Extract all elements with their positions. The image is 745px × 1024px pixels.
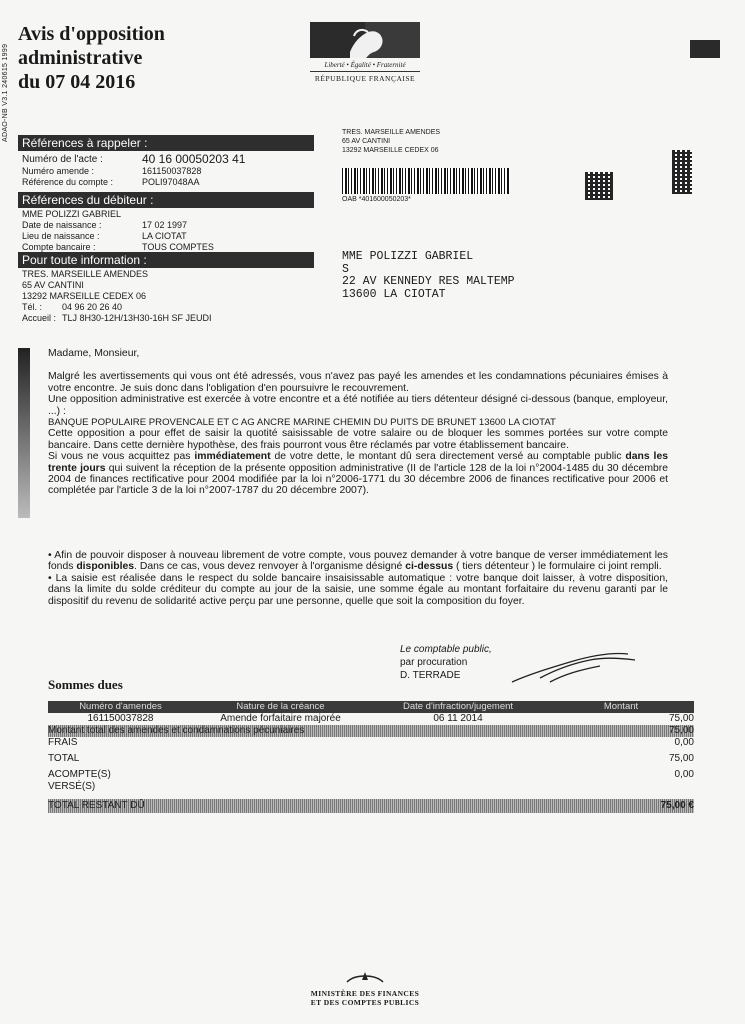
- naissance-label: Date de naissance :: [22, 220, 102, 230]
- row-numero: 161150037828: [87, 713, 154, 724]
- b1-part-e: ( tiers détenteur ) le formulaire ci joint rempli.: [453, 561, 662, 573]
- footer-line-1: MINISTÈRE DES FINANCES: [310, 989, 420, 998]
- frais-value: 0,00: [674, 737, 694, 748]
- document-title: [18, 22, 165, 94]
- total-amendes-row: [48, 725, 694, 737]
- col-montant: Montant: [603, 701, 639, 712]
- bank-line: BANQUE POPULAIRE PROVENCALE ET C AG ANCRE MARINE CHEMIN DU PUITS DE BRUNET 13600 LA CIOTAT: [48, 417, 556, 429]
- paragraph-1: Malgré les avertissements qui vous ont été adressés, vous n'avez pas payé les amendes et les condamnations pécuniaires émises à votre encontre. Je suis donc dans l'obligation d'en poursuivre le recouvrement.: [48, 371, 668, 394]
- total-row: [48, 753, 694, 765]
- handwritten-signature: [510, 648, 640, 688]
- table-header: [48, 701, 694, 713]
- signature-role: Le comptable public,: [400, 644, 492, 655]
- title-line-2: administrative: [18, 47, 143, 69]
- acte-value: 40 16 00050203 41: [142, 152, 246, 166]
- accueil-label: Accueil :: [22, 313, 57, 323]
- b1-part-c: . Dans ce cas, vous devez renvoyer à l'organisme désigné: [134, 561, 406, 573]
- postal-barcode: [342, 168, 510, 194]
- total-amendes-label: Montant total des amendes et condamnations pécuniaires: [48, 725, 305, 736]
- recipient-line-1: MME POLIZZI GABRIEL: [342, 250, 474, 263]
- debiteur-section: [18, 192, 314, 253]
- recipient-address: [342, 251, 515, 301]
- signature-name: D. TERRADE: [400, 670, 461, 681]
- acompte-label-1: ACOMPTE(S): [48, 769, 111, 780]
- sommes-title: Sommes dues: [48, 677, 123, 692]
- signature-proc: par procuration: [400, 657, 468, 668]
- recipient-line-3: 22 AV KENNEDY RES MALTEMP: [342, 275, 515, 288]
- col-nature: Nature de la créance: [236, 701, 325, 712]
- b1-ci-dessus: ci-dessus: [405, 561, 454, 573]
- margin-gradient-bar: [18, 348, 30, 518]
- compte-bancaire-label: Compte bancaire :: [22, 242, 96, 252]
- info-line-3: 13292 MARSEILLE CEDEX 06: [22, 291, 147, 301]
- sender-line-2: 65 AV CANTINI: [342, 138, 391, 145]
- row-montant: 75,00: [668, 713, 694, 724]
- lieu-value: LA CIOTAT: [142, 231, 187, 241]
- p4-trente-jours: dans les trente jours: [48, 451, 668, 474]
- compte-bancaire-value: TOUS COMPTES: [142, 242, 214, 252]
- title-line-1: Avis d'opposition: [18, 23, 165, 45]
- recipient-line-4: 13600 LA CIOTAT: [342, 287, 446, 301]
- b1-part-a: • Afin de pouvoir disposer à nouveau librement de votre compte, vous pouvez demander à votre banque de verser immédiatement les fonds: [48, 550, 668, 573]
- compte-ref-label: Référence du compte :: [22, 177, 114, 187]
- paragraph-2: Une opposition administrative est exercée à votre encontre et a été notifiée au tiers détenteur désigné ci-dessous (banque, employeur, ...) :: [48, 394, 668, 417]
- tel-label: Tél. :: [22, 302, 43, 312]
- marianne-icon: [310, 22, 420, 58]
- total-amendes-value: 75,00: [668, 725, 694, 736]
- p4-part-e: qui suivent la réception de la présente opposition administrative (II de l'article 128 de la loi n°2004-1485 du 30 décembre 2004 de finances rectificative pour 2004 modifiée par la loi n°2006-1771 du 30 décembre 2006 de finances rectificative pour 2006 et complétée par l'article 3 de la loi n°2007-1787 du 20 décembre 2007).: [48, 462, 668, 497]
- compte-ref-value: POLI97048AA: [142, 177, 200, 187]
- amende-value: 161150037828: [142, 166, 202, 176]
- references-section: [18, 135, 314, 188]
- datamatrix-code-small: [585, 172, 613, 200]
- footer-ministere: [290, 970, 440, 1007]
- footer-line-2: ET DES COMPTES PUBLICS: [310, 998, 420, 1007]
- signature-block: [400, 643, 492, 682]
- restant-label: TOTAL RESTANT DÛ: [48, 800, 145, 811]
- total-label: TOTAL: [48, 753, 80, 764]
- sender-line-3: 13292 MARSEILLE CEDEX 06: [342, 147, 439, 154]
- acte-label: Numéro de l'acte :: [22, 154, 103, 165]
- republique-logo: [310, 22, 420, 83]
- info-line-1: TRES. MARSEILLE AMENDES: [22, 269, 149, 279]
- restant-row: [48, 799, 694, 813]
- col-date: Date d'infraction/jugement: [402, 701, 514, 712]
- p4-part-a: Si vous ne vous acquittez pas: [48, 451, 195, 463]
- ministere-emblem-icon: [345, 970, 385, 984]
- lieu-label: Lieu de naissance :: [22, 231, 100, 241]
- side-reference-code: ADAO-NB V3.1 240615 1999: [2, 43, 9, 142]
- col-numero: Numéro d'amendes: [79, 701, 162, 712]
- frais-row: [48, 737, 694, 749]
- paragraph-4: [48, 451, 668, 497]
- debiteur-header: Références du débiteur :: [18, 192, 314, 208]
- row-date: 06 11 2014: [433, 713, 483, 724]
- total-value: 75,00: [668, 753, 694, 764]
- tel-value: 04 96 20 26 40: [62, 302, 123, 312]
- table-row: [48, 713, 694, 725]
- naissance-value: 17 02 1997: [142, 220, 188, 230]
- row-nature: Amende forfaitaire majorée: [220, 713, 341, 724]
- accueil-value: TLJ 8H30-12H/13H30-16H SF JEUDI: [62, 313, 212, 323]
- bullet-section: [48, 550, 668, 607]
- recipient-line-2: S: [342, 262, 349, 276]
- frais-label: FRAIS: [48, 737, 78, 748]
- title-line-3: du 07 04 2016: [18, 71, 136, 93]
- debiteur-name: MME POLIZZI GABRIEL: [22, 209, 122, 219]
- p4-part-c: de votre dette, le montant dû sera directement versé au comptable public: [270, 451, 626, 463]
- salutation: Madame, Monsieur,: [48, 348, 140, 359]
- datamatrix-code-tall: [672, 150, 692, 194]
- info-section: [18, 252, 314, 324]
- p4-immediatement: immédiatement: [194, 451, 271, 463]
- info-header: Pour toute information :: [18, 252, 314, 268]
- sender-line-1: TRES. MARSEILLE AMENDES: [342, 129, 441, 136]
- references-header: Références à rappeler :: [18, 135, 314, 151]
- logo-motto: Liberté • Égalité • Fraternité: [324, 61, 406, 69]
- acompte-row: [48, 769, 694, 793]
- acompte-value: 0,00: [674, 769, 694, 780]
- restant-value: 75,00 €: [660, 800, 694, 811]
- bullet-2: • La saisie est réalisée dans le respect du solde bancaire insaisissable automatique : votre banque doit laisser, à votre disposition, dans la limite du solde créditeur du compte au jour de la saisie, une somme égale au montant forfaitaire du revenu garanti par le dispositif du revenu de solidarité active perçu par une personne, quelle que soit la composition du foyer.: [48, 572, 668, 607]
- bullet-1: [48, 550, 668, 573]
- barcode-label: OAB *401600050203*: [342, 196, 411, 203]
- logo-country: RÉPUBLIQUE FRANÇAISE: [310, 71, 420, 83]
- sommes-table: [48, 701, 694, 813]
- paragraph-3: Cette opposition a pour effet de saisir la quotité saisissable de votre salaire ou de bloquer les sommes portées sur votre compte bancaire. Dans cette dernière hypothèse, des frais pourront vous être réclamés par votre établissement bancaire.: [48, 428, 668, 451]
- sender-address: [342, 128, 440, 155]
- amende-label: Numéro amende :: [22, 166, 95, 176]
- info-line-2: 65 AV CANTINI: [22, 280, 84, 290]
- b1-disponibles: disponibles: [76, 561, 135, 573]
- corner-mark: [690, 40, 720, 58]
- letter-body: [48, 348, 668, 497]
- acompte-label-2: VERSÉ(S): [48, 781, 96, 792]
